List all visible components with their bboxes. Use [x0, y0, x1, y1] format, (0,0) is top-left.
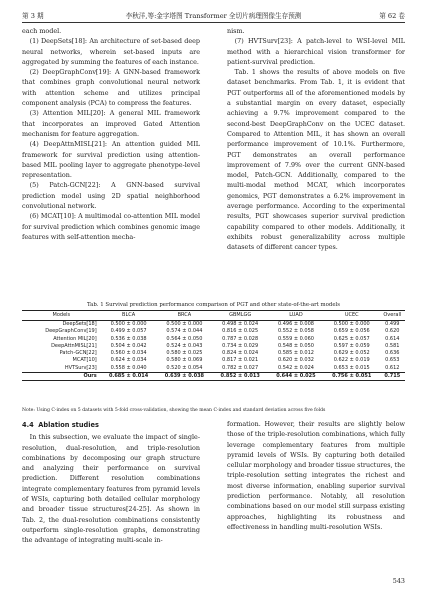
- table-cell: 0.500 ± 0.000: [110, 321, 147, 327]
- column-header: Models: [22, 311, 101, 321]
- table-cell: 0.639 ± 0.038: [156, 373, 212, 381]
- table-cell: 0.653: [385, 357, 400, 364]
- page-number: 543: [392, 577, 405, 585]
- section-number: 4.4: [22, 421, 34, 429]
- table-cell: DeepSets[18]: [62, 321, 97, 327]
- right-column-top: [227, 26, 405, 253]
- table-cell: 0.816 ± 0.025: [222, 328, 259, 335]
- table-cell: 0.559 ± 0.060: [277, 335, 314, 342]
- column-header: BRCA: [156, 311, 212, 321]
- table-row: [22, 365, 405, 373]
- table-cell: 0.504 ± 0.042: [110, 342, 147, 349]
- table-note: Note: Using C-index on 5 datasets with 5-fold cross-validation, showing the mean C-index and standard deviation across five folds: [22, 408, 326, 413]
- issue-label: 第 3 期: [22, 12, 44, 20]
- model-item-mcat: (6) MCAT[10]: A multimodal co-attention MIL model for survival prediction which combines genomic image features with self-attention mecha-: [22, 212, 200, 241]
- section-heading: [22, 420, 200, 430]
- table-cell: 0.580 ± 0.069: [166, 357, 203, 364]
- running-title: 李秋洋,等:金字塔图 Transformer 全切片病理图像生存预测: [125, 12, 302, 20]
- table-cell: 0.499 ± 0.057: [110, 328, 147, 335]
- table-cell: 0.622 ± 0.019: [333, 357, 370, 364]
- table-row: [22, 357, 405, 364]
- table-cell: 0.653 ± 0.015: [333, 364, 370, 371]
- table-cell: 0.560 ± 0.034: [110, 350, 147, 357]
- table-cell: 0.574 ± 0.044: [166, 328, 203, 335]
- table-row: [22, 343, 405, 350]
- table-cell: 0.715: [380, 373, 405, 381]
- paragraph: nism.: [227, 27, 245, 35]
- table-cell: 0.548 ± 0.050: [277, 342, 314, 349]
- model-item-patch-gcn: (5) Patch-GCN[22]: A GNN-based survival prediction model using 2D spatial neighborhood convolutional network.: [22, 181, 200, 211]
- table-row: [22, 350, 405, 357]
- table-cell: 0.597 ± 0.059: [333, 342, 370, 349]
- model-item-hvtsurv: (7) HVTSurv[23]: A patch-level to WSI-level MIL method with a hierarchical vision transformer for patient-survival prediction.: [227, 37, 405, 66]
- table-row: [22, 321, 405, 329]
- results-paragraph: Tab. 1 shows the results of above models on five dataset benchmarks. From Tab. 1, it is evident that PGT outperforms all of the aforementioned models by a substantial margin on every dataset, especially achieving a 9.7% improvement compared to the second-best DeepGraphConv on the UCEC dataset. Compared to Attention MIL, it has shown an overall performance improvement of 10.1%. Furthermore, PGT demonstrates an overall performance improvement of 7.9% over the current GNN-based model, Patch-GCN. Additionally, compared to the multi-modal method MCAT, which incorporates genomics, PGT demonstrates a 6.2% improvement in average performance. According to the experimental results, PGT showcases superior survival prediction capability compared to other models. Additionally, it exhibits robust generalizability across multiple datasets of different cancer types.: [227, 68, 405, 252]
- table-cell: 0.620: [385, 328, 400, 335]
- paragraph: each model.: [22, 27, 62, 35]
- table-cell: 0.824 ± 0.024: [222, 350, 259, 357]
- table-cell: 0.580 ± 0.025: [166, 350, 203, 357]
- column-header: LUAD: [268, 311, 324, 321]
- table-cell: 0.558 ± 0.040: [110, 364, 147, 371]
- ablation-paragraph-continued: formation. However, their results are slightly below those of the triple-resolution combinations, which fully leverage complementary features from multiple pyramid levels of WSIs. By capturing both detailed cellular morphology and broader tissue structures, the triple-resolution setting integrates the richest and most diverse information, enabling superior survival prediction performance. Notably, all resolution combinations based on our model still surpass existing approaches, highlighting its robustness and effectiveness in handling multi-resolution WSIs.: [227, 420, 405, 531]
- table-cell: HVTSurv[23]: [64, 364, 97, 371]
- table-cell: 0.629 ± 0.052: [333, 350, 370, 357]
- table-cell: Attention MIL[20]: [53, 335, 97, 342]
- table-cell: 0.659 ± 0.056: [333, 328, 370, 335]
- column-header: Overall: [380, 311, 405, 321]
- table-cell: 0.817 ± 0.021: [222, 357, 259, 364]
- table-cell: 0.500 ± 0.000: [166, 321, 203, 327]
- table-cell: 0.500 ± 0.000: [333, 321, 370, 327]
- table-caption: Tab. 1 Survival prediction performance comparison of PGT and other state-of-the-art models: [86, 302, 341, 308]
- table-cell: 0.787 ± 0.028: [222, 335, 259, 342]
- table-row: [22, 328, 405, 335]
- table-cell: 0.536 ± 0.038: [110, 335, 147, 342]
- table-cell: 0.612: [385, 364, 400, 371]
- model-item-deepsets: (1) DeepSets[18]: An architecture of set-based deep neural networks, wherein set-based inputs are aggregated by summing the features of each instance.: [22, 37, 200, 66]
- table-cell: 0.614: [385, 335, 400, 342]
- table-cell: 0.585 ± 0.012: [277, 350, 314, 357]
- table-cell: 0.782 ± 0.027: [222, 364, 259, 371]
- table-cell: 0.852 ± 0.013: [212, 373, 268, 381]
- table-cell: Ours: [22, 373, 101, 381]
- results-table: [22, 310, 405, 381]
- table-cell: 0.620 ± 0.032: [277, 357, 314, 364]
- model-item-attention-mil: (3) Attention MIL[20]: A general MIL framework that incorporates an improved Gated Attention mechanism for feature aggregation.: [22, 109, 200, 138]
- table-cell: 0.685 ± 0.014: [101, 373, 157, 381]
- table-cell: 0.734 ± 0.029: [222, 342, 259, 349]
- right-column-bottom: [227, 419, 405, 532]
- table-cell: 0.520 ± 0.054: [166, 364, 203, 371]
- table-cell: 0.496 ± 0.008: [277, 321, 314, 327]
- ablation-paragraph: In this subsection, we evaluate the impact of single-resolution, dual-resolution, and triple-resolution combinations by decomposing our graph structure and analyzing their performance on survival prediction. Different resolution combinations integrate complementary features from pyramid levels of WSIs, capturing both detailed cellular morphology and broader tissue structures[24-25]. As shown in Tab. 2, the dual-resolution combinations consistently outperform single-resolution graphs, demonstrating the advantage of integrating multi-scale in-: [22, 433, 200, 545]
- table-cell: 0.625 ± 0.057: [333, 335, 370, 342]
- table-cell: 0.644 ± 0.025: [268, 373, 324, 381]
- volume-label: 第 62 卷: [379, 12, 405, 20]
- table-cell: DeepGraphConv[19]: [45, 328, 97, 335]
- table-row-ours: [22, 373, 405, 381]
- table-cell: 0.636: [385, 350, 400, 357]
- table-cell: MCAT[10]: [72, 357, 97, 364]
- table-cell: DeepAttnMISL[21]: [51, 342, 97, 349]
- table-cell: 0.756 ± 0.051: [324, 373, 380, 381]
- table-row: [22, 336, 405, 343]
- left-column-top: [22, 26, 200, 242]
- column-header: UCEC: [324, 311, 380, 321]
- column-header: GBMLGG: [212, 311, 268, 321]
- table-cell: 0.624 ± 0.034: [110, 357, 147, 364]
- table-header-row: [22, 311, 405, 321]
- table-cell: 0.552 ± 0.058: [277, 328, 314, 335]
- table-cell: 0.581: [385, 342, 400, 349]
- table-cell: 0.498 ± 0.024: [222, 321, 259, 327]
- table-cell: 0.524 ± 0.043: [166, 342, 203, 349]
- column-header: BLCA: [101, 311, 157, 321]
- model-item-deepgraphconv: (2) DeepGraphConv[19]: A GNN-based framework that combines graph convolutional neural network with attention scheme and utilizes principal component analysis (PCA) to compress the features.: [22, 68, 200, 108]
- left-column-bottom: [22, 419, 200, 546]
- table-cell: 0.564 ± 0.050: [166, 335, 203, 342]
- table-cell: 0.542 ± 0.024: [277, 364, 314, 371]
- model-item-deepattnmisl: (4) DeepAttnMISL[21]: An attention guided MIL framework for survival prediction using attention-based MIL pooling layer to aggregate phenotype-level representation.: [22, 140, 200, 180]
- table-cell: Patch-GCN[22]: [59, 350, 97, 357]
- table-cell: 0.499: [385, 321, 400, 327]
- section-title: Ablation studies: [38, 421, 99, 429]
- running-header: [22, 8, 405, 23]
